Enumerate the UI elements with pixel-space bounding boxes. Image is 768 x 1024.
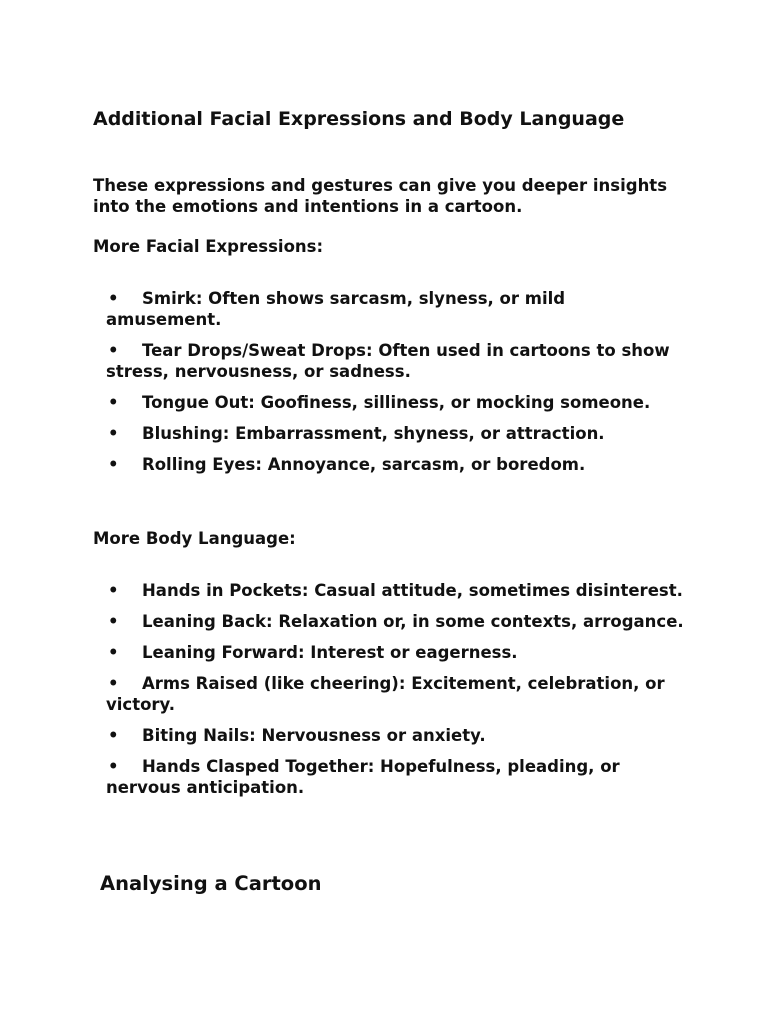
- list-item: [106, 340, 686, 382]
- list-item-text: Tear Drops/Sweat Drops: Often used in cartoons to show stress, nervousness, or sadness.: [106, 341, 670, 381]
- list-item-text: Biting Nails: Nervousness or anxiety.: [142, 726, 486, 745]
- facial-expressions-list: [106, 288, 686, 485]
- list-item-text: Blushing: Embarrassment, shyness, or attraction.: [142, 424, 605, 443]
- list-item-text: Leaning Forward: Interest or eagerness.: [142, 643, 518, 662]
- list-item-text: Hands in Pockets: Casual attitude, sometimes disinterest.: [142, 581, 683, 600]
- list-item: [106, 454, 686, 475]
- list-item-text: Smirk: Often shows sarcasm, slyness, or mild amusement.: [106, 289, 566, 329]
- page-title: Additional Facial Expressions and Body Language: [93, 108, 625, 130]
- list-item: [106, 611, 686, 632]
- bullet-icon: •: [108, 393, 119, 412]
- list-item: [106, 423, 686, 444]
- bullet-icon: •: [108, 341, 119, 360]
- next-section-heading: Analysing a Cartoon: [100, 872, 322, 895]
- bullet-icon: •: [108, 674, 119, 693]
- list-item-text: Rolling Eyes: Annoyance, sarcasm, or boredom.: [142, 455, 586, 474]
- list-item-text: Leaning Back: Relaxation or, in some contexts, arrogance.: [142, 612, 684, 631]
- list-item-text: Tongue Out: Goofiness, silliness, or mocking someone.: [142, 393, 651, 412]
- list-item: [106, 392, 686, 413]
- bullet-icon: •: [108, 612, 119, 631]
- bullet-icon: •: [108, 757, 119, 776]
- body-language-list: [106, 580, 686, 808]
- bullet-icon: •: [108, 643, 119, 662]
- list-item: [106, 642, 686, 663]
- list-item-text: Arms Raised (like cheering): Excitement, celebration, or victory.: [106, 674, 665, 714]
- list-item: [106, 725, 686, 746]
- bullet-icon: •: [108, 424, 119, 443]
- list-item: [106, 756, 686, 798]
- bullet-icon: •: [108, 455, 119, 474]
- list-item: [106, 673, 686, 715]
- bullet-icon: •: [108, 289, 119, 308]
- bullet-icon: •: [108, 726, 119, 745]
- bullet-icon: •: [108, 581, 119, 600]
- facial-expressions-label: More Facial Expressions:: [93, 237, 324, 256]
- list-item: [106, 580, 686, 601]
- body-language-label: More Body Language:: [93, 529, 296, 548]
- list-item-text: Hands Clasped Together: Hopefulness, pleading, or nervous anticipation.: [106, 757, 620, 797]
- list-item: [106, 288, 686, 330]
- intro-paragraph: These expressions and gestures can give you deeper insights into the emotions and intentions in a cartoon.: [93, 176, 668, 216]
